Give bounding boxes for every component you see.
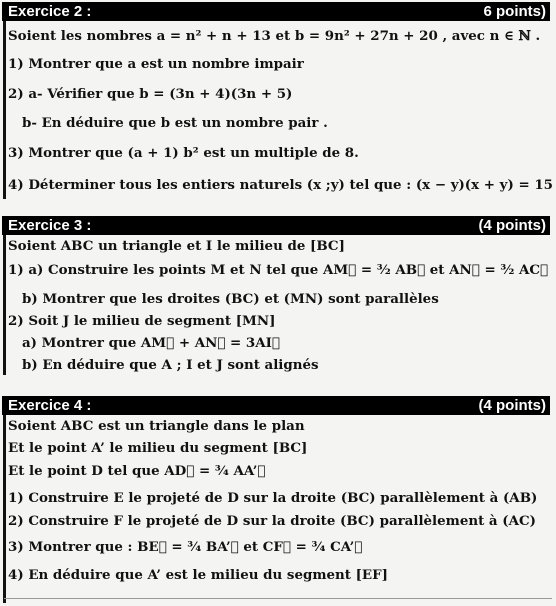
exercise-2-q2a: 2) a- Vérifier que b = (3n + 4)(3n + 5) xyxy=(8,86,293,102)
exercise-3-margin-bar xyxy=(3,235,6,375)
exercise-4-intro-2: Et le point A’ le milieu du segment [BC] xyxy=(8,440,308,456)
exercise-4-q2: 2) Construire F le projeté de D sur la droite (BC) parallèlement à (AC) xyxy=(8,513,536,529)
exercise-2-intro: Soient les nombres a = n² + n + 13 et b = 9n² + 27n + 20 , avec n ∈ ℕ . xyxy=(8,28,541,44)
exercise-4-intro-1: Soient ABC est un triangle dans le plan xyxy=(8,418,305,434)
exercise-4-q1: 1) Construire E le projeté de D sur la droite (BC) parallèlement à (AB) xyxy=(8,490,538,506)
exercise-3-title: Exercice 3 : xyxy=(8,217,92,234)
exercise-3-q1a: 1) a) Construire les points M et N tel que AM⃗ = ³⁄₂ AB⃗ et AN⃗ = ³⁄₂ AC⃗ xyxy=(8,262,549,278)
exercise-2-q1: 1) Montrer que a est un nombre impair xyxy=(8,56,304,72)
exercise-4-q4: 4) En déduire que A’ est le milieu du segment [EF] xyxy=(8,567,388,583)
exercise-3-q2b: b) En déduire que A ; I et J sont alignés xyxy=(22,357,319,373)
exercise-4-points: (4 points) xyxy=(478,397,546,414)
exercise-4-q3: 3) Montrer que : BE⃗ = ³⁄₄ BA’⃗ et CF⃗ = ³⁄₄ CA’⃗ xyxy=(8,539,363,555)
exercise-2-q3: 3) Montrer que (a + 1) b² est un multiple de 8. xyxy=(8,145,359,161)
exercise-2-margin-bar xyxy=(3,21,6,199)
exercise-4-intro-3: Et le point D tel que AD⃗ = ³⁄₄ AA’⃗ xyxy=(8,463,266,479)
exercise-2-q2b: b- En déduire que b est un nombre pair . xyxy=(22,115,328,131)
exercise-2-header xyxy=(2,2,550,21)
exercise-3-points: (4 points) xyxy=(478,217,546,234)
exercise-3-q1b: b) Montrer que les droites (BC) et (MN) sont parallèles xyxy=(22,291,439,307)
exercise-4-header xyxy=(2,396,550,415)
bottom-rule xyxy=(4,598,552,599)
exercise-3-header xyxy=(2,216,550,235)
exercise-3-q2: 2) Soit J le milieu de segment [MN] xyxy=(8,313,276,329)
exercise-3-q2a: a) Montrer que AM⃗ + AN⃗ = 3AI⃗ xyxy=(22,335,280,351)
exercise-2-title: Exercice 2 : xyxy=(8,3,92,20)
exercise-3-intro: Soient ABC un triangle et I le milieu de [BC] xyxy=(8,238,345,254)
exercise-2-q4: 4) Déterminer tous les entiers naturels (x ;y) tel que : (x − y)(x + y) = 15 xyxy=(8,177,553,193)
exercise-2-points: 6 points) xyxy=(483,3,546,20)
exercise-4-margin-bar xyxy=(3,415,6,603)
exercise-4-title: Exercice 4 : xyxy=(8,397,92,414)
